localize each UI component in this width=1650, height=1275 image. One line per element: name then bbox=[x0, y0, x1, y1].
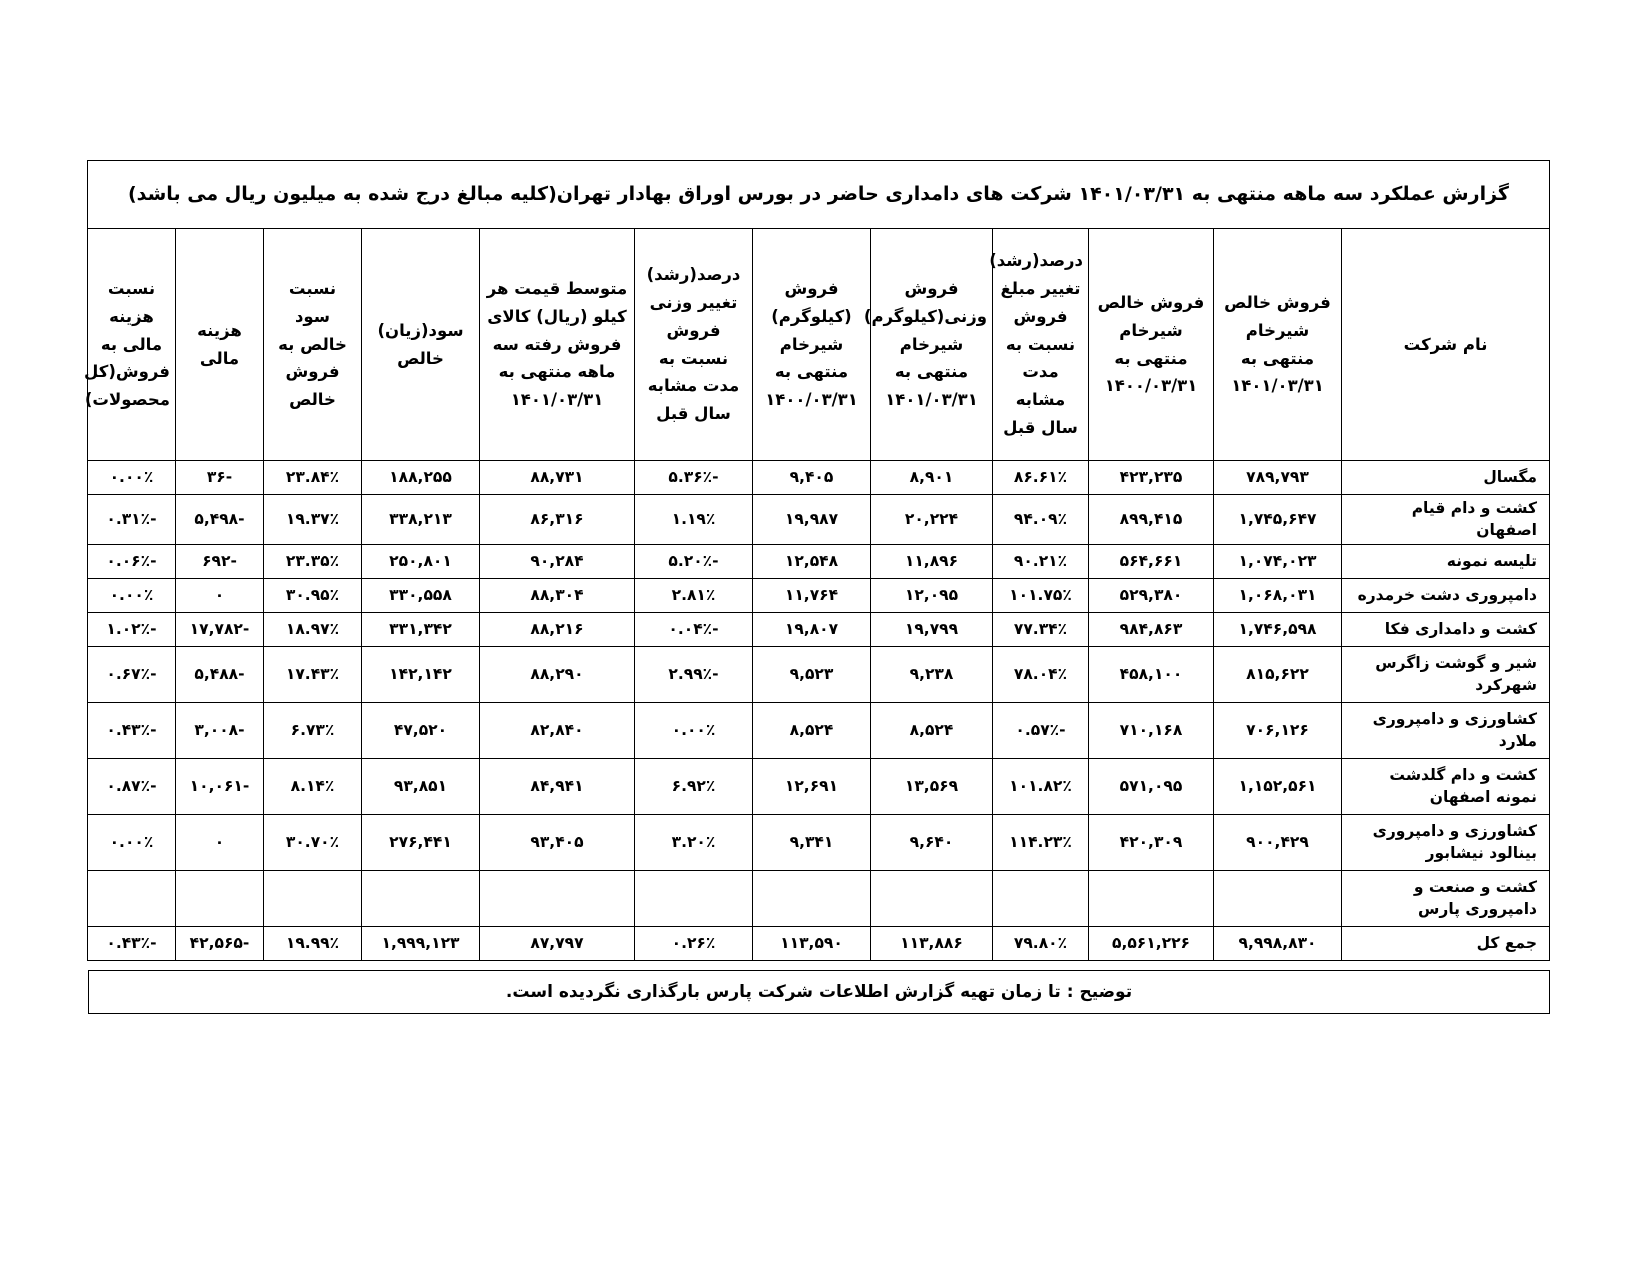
cell-avg-price-per-kg: ۹۳,۴۰۵ bbox=[480, 814, 635, 870]
cell-pct-weight-change: ۲.۸۱٪ bbox=[635, 578, 753, 612]
cell-net-profit-loss: ۱,۹۹۹,۱۲۳ bbox=[362, 926, 480, 960]
cell-weight-sales-1400 bbox=[753, 870, 871, 926]
cell-net-sales-1401: ۱,۷۴۶,۵۹۸ bbox=[1214, 612, 1342, 646]
cell-avg-price-per-kg: ۸۶,۳۱۶ bbox=[480, 495, 635, 545]
cell-pct-weight-change: ۶.۹۲٪ bbox=[635, 758, 753, 814]
cell-weight-sales-1400: ۸,۵۲۴ bbox=[753, 702, 871, 758]
table-header-row bbox=[87, 229, 1549, 461]
cell-company: شیر و گوشت زاگرس شهرکرد bbox=[1342, 646, 1550, 702]
cell-company: مگسال bbox=[1342, 461, 1550, 495]
cell-net-sales-1400: ۵,۵۶۱,۲۲۶ bbox=[1089, 926, 1214, 960]
cell-pct-weight-change: -۲.۹۹٪ bbox=[635, 646, 753, 702]
cell-avg-price-per-kg: ۸۸,۳۰۴ bbox=[480, 578, 635, 612]
cell-profit-to-sales: ۲۳.۳۵٪ bbox=[264, 544, 362, 578]
cell-profit-to-sales: ۸.۱۴٪ bbox=[264, 758, 362, 814]
column-header-weight-sales-1400: فروش (کیلوگرم) شیرخام منتهی به ۱۴۰۰/۰۳/۳۱ bbox=[753, 229, 871, 461]
cell-fincost-to-sales: ۰.۰۰٪ bbox=[87, 814, 175, 870]
table-row bbox=[87, 814, 1549, 870]
cell-net-sales-1400: ۵۲۹,۳۸۰ bbox=[1089, 578, 1214, 612]
cell-fincost-to-sales: ۰.۰۰٪ bbox=[87, 461, 175, 495]
cell-net-profit-loss: ۱۴۲,۱۴۲ bbox=[362, 646, 480, 702]
cell-profit-to-sales: ۳۰.۷۰٪ bbox=[264, 814, 362, 870]
table-row bbox=[87, 495, 1549, 545]
cell-weight-sales-1400: ۹,۵۲۳ bbox=[753, 646, 871, 702]
cell-pct-amount-change: ۷۹.۸۰٪ bbox=[993, 926, 1089, 960]
livestock-performance-table bbox=[84, 160, 1550, 961]
cell-weight-sales-1400: ۱۹,۹۸۷ bbox=[753, 495, 871, 545]
column-header-weight-sales-1401: فروش وزنی(کیلوگرم) شیرخام منتهی به ۱۴۰۱/۰۳/۳۱ bbox=[871, 229, 993, 461]
cell-company: تلیسه نمونه bbox=[1342, 544, 1550, 578]
cell-net-sales-1400: ۴۵۸,۱۰۰ bbox=[1089, 646, 1214, 702]
cell-weight-sales-1401: ۸,۹۰۱ bbox=[871, 461, 993, 495]
cell-profit-to-sales: ۱۹.۹۹٪ bbox=[264, 926, 362, 960]
cell-financial-cost: -۵,۴۸۸ bbox=[176, 646, 264, 702]
cell-weight-sales-1401: ۱۲,۰۹۵ bbox=[871, 578, 993, 612]
cell-net-profit-loss: ۹۳,۸۵۱ bbox=[362, 758, 480, 814]
cell-fincost-to-sales: -۰.۳۱٪ bbox=[87, 495, 175, 545]
cell-company: کشت و دام قیام اصفهان bbox=[1342, 495, 1550, 545]
cell-weight-sales-1401: ۹,۶۴۰ bbox=[871, 814, 993, 870]
cell-net-sales-1401: ۱,۰۷۴,۰۲۳ bbox=[1214, 544, 1342, 578]
table-row bbox=[87, 461, 1549, 495]
cell-weight-sales-1400: ۱۱,۷۶۴ bbox=[753, 578, 871, 612]
cell-net-sales-1401: ۱,۰۶۸,۰۳۱ bbox=[1214, 578, 1342, 612]
cell-net-sales-1401: ۱,۱۵۲,۵۶۱ bbox=[1214, 758, 1342, 814]
cell-fincost-to-sales: -۰.۴۳٪ bbox=[87, 926, 175, 960]
table-row bbox=[87, 578, 1549, 612]
cell-net-profit-loss: ۳۳۱,۳۴۲ bbox=[362, 612, 480, 646]
cell-avg-price-per-kg: ۸۲,۸۴۰ bbox=[480, 702, 635, 758]
cell-financial-cost: -۶۹۲ bbox=[176, 544, 264, 578]
cell-avg-price-per-kg: ۸۴,۹۴۱ bbox=[480, 758, 635, 814]
cell-weight-sales-1401: ۹,۲۳۸ bbox=[871, 646, 993, 702]
column-header-pct-weight-change: درصد(رشد) تغییر وزنی فروش نسبت به مدت مشابه سال قبل bbox=[635, 229, 753, 461]
cell-company: کشت و دامداری فکا bbox=[1342, 612, 1550, 646]
cell-profit-to-sales: ۲۳.۸۴٪ bbox=[264, 461, 362, 495]
cell-pct-weight-change: -۵.۲۰٪ bbox=[635, 544, 753, 578]
cell-company: کشت و دام گلدشت نمونه اصفهان bbox=[1342, 758, 1550, 814]
cell-net-sales-1400: ۴۲۳,۲۳۵ bbox=[1089, 461, 1214, 495]
cell-pct-weight-change: ۱.۱۹٪ bbox=[635, 495, 753, 545]
cell-profit-to-sales: ۱۹.۳۷٪ bbox=[264, 495, 362, 545]
column-header-avg-price-per-kg: متوسط قیمت هر کیلو (ریال) کالای فروش رفته سه ماهه منتهی به ۱۴۰۱/۰۳/۳۱ bbox=[480, 229, 635, 461]
table-row bbox=[87, 544, 1549, 578]
cell-company: کشت و صنعت و دامپروری پارس bbox=[1342, 870, 1550, 926]
cell-profit-to-sales: ۳۰.۹۵٪ bbox=[264, 578, 362, 612]
cell-pct-weight-change: ۰.۰۰٪ bbox=[635, 702, 753, 758]
cell-net-sales-1401 bbox=[1214, 870, 1342, 926]
cell-net-sales-1400: ۵۷۱,۰۹۵ bbox=[1089, 758, 1214, 814]
cell-weight-sales-1401: ۱۹,۷۹۹ bbox=[871, 612, 993, 646]
cell-pct-amount-change: ۹۴.۰۹٪ bbox=[993, 495, 1089, 545]
cell-weight-sales-1401: ۸,۵۲۴ bbox=[871, 702, 993, 758]
cell-weight-sales-1400: ۱۱۳,۵۹۰ bbox=[753, 926, 871, 960]
table-body bbox=[87, 461, 1549, 961]
cell-weight-sales-1401: ۲۰,۲۲۴ bbox=[871, 495, 993, 545]
cell-net-sales-1401: ۱,۷۴۵,۶۴۷ bbox=[1214, 495, 1342, 545]
column-header-net-sales-1400: فروش خالص شیرخام منتهی به ۱۴۰۰/۰۳/۳۱ bbox=[1089, 229, 1214, 461]
cell-profit-to-sales bbox=[264, 870, 362, 926]
cell-pct-amount-change: ۹۰.۲۱٪ bbox=[993, 544, 1089, 578]
cell-net-sales-1400: ۵۶۴,۶۶۱ bbox=[1089, 544, 1214, 578]
table-row bbox=[87, 926, 1549, 960]
cell-net-sales-1401: ۹,۹۹۸,۸۳۰ bbox=[1214, 926, 1342, 960]
cell-net-profit-loss: ۲۷۶,۴۴۱ bbox=[362, 814, 480, 870]
cell-pct-weight-change: -۵.۳۶٪ bbox=[635, 461, 753, 495]
cell-fincost-to-sales bbox=[87, 870, 175, 926]
cell-financial-cost bbox=[176, 870, 264, 926]
cell-profit-to-sales: ۶.۷۳٪ bbox=[264, 702, 362, 758]
cell-company: کشاورزی و دامپروری ملارد bbox=[1342, 702, 1550, 758]
cell-avg-price-per-kg bbox=[480, 870, 635, 926]
report-title: گزارش عملکرد سه ماهه منتهی به ۱۴۰۱/۰۳/۳۱ شرکت های دامداری حاضر در بورس اوراق بهادار تهران(کلیه مبالغ درج شده به میلیون ریال می باشد) bbox=[87, 161, 1549, 229]
column-header-net-sales-1401: فروش خالص شیرخام منتهی به ۱۴۰۱/۰۳/۳۱ bbox=[1214, 229, 1342, 461]
cell-pct-weight-change: ۳.۲۰٪ bbox=[635, 814, 753, 870]
table-row bbox=[87, 612, 1549, 646]
cell-avg-price-per-kg: ۸۸,۲۱۶ bbox=[480, 612, 635, 646]
cell-weight-sales-1401: ۱۱,۸۹۶ bbox=[871, 544, 993, 578]
table-row bbox=[87, 646, 1549, 702]
cell-financial-cost: -۳,۰۰۸ bbox=[176, 702, 264, 758]
column-header-pct-amount-change: درصد(رشد) تغییر مبلغ فروش نسبت به مدت مشابه سال قبل bbox=[993, 229, 1089, 461]
cell-financial-cost: -۱۷,۷۸۲ bbox=[176, 612, 264, 646]
cell-net-sales-1400: ۷۱۰,۱۶۸ bbox=[1089, 702, 1214, 758]
cell-net-sales-1400: ۸۹۹,۴۱۵ bbox=[1089, 495, 1214, 545]
cell-net-profit-loss: ۴۷,۵۲۰ bbox=[362, 702, 480, 758]
cell-fincost-to-sales: -۰.۶۷٪ bbox=[87, 646, 175, 702]
cell-weight-sales-1400: ۱۲,۶۹۱ bbox=[753, 758, 871, 814]
cell-net-profit-loss bbox=[362, 870, 480, 926]
cell-weight-sales-1400: ۹,۳۴۱ bbox=[753, 814, 871, 870]
cell-financial-cost: ۰ bbox=[176, 814, 264, 870]
column-header-profit-to-sales: نسبت سود خالص به فروش خالص bbox=[264, 229, 362, 461]
cell-pct-amount-change: ۸۶.۶۱٪ bbox=[993, 461, 1089, 495]
cell-net-sales-1401: ۹۰۰,۴۲۹ bbox=[1214, 814, 1342, 870]
cell-financial-cost: -۳۶ bbox=[176, 461, 264, 495]
cell-financial-cost: -۱۰,۰۶۱ bbox=[176, 758, 264, 814]
table-title-row bbox=[87, 161, 1549, 229]
column-header-company: نام شرکت bbox=[1342, 229, 1550, 461]
cell-pct-weight-change: -۰.۰۴٪ bbox=[635, 612, 753, 646]
column-header-fincost-to-sales: نسبت هزینه مالی به فروش(کل محصولات) bbox=[87, 229, 175, 461]
cell-net-sales-1400: ۹۸۴,۸۶۳ bbox=[1089, 612, 1214, 646]
cell-net-sales-1401: ۷۸۹,۷۹۳ bbox=[1214, 461, 1342, 495]
cell-net-sales-1400 bbox=[1089, 870, 1214, 926]
cell-weight-sales-1401: ۱۱۳,۸۸۶ bbox=[871, 926, 993, 960]
cell-financial-cost: -۴۲,۵۶۵ bbox=[176, 926, 264, 960]
cell-net-sales-1401: ۸۱۵,۶۲۲ bbox=[1214, 646, 1342, 702]
cell-profit-to-sales: ۱۸.۹۷٪ bbox=[264, 612, 362, 646]
cell-pct-amount-change: ۷۸.۰۴٪ bbox=[993, 646, 1089, 702]
table-row bbox=[87, 702, 1549, 758]
cell-pct-amount-change: ۱۰۱.۸۲٪ bbox=[993, 758, 1089, 814]
footnote-box bbox=[88, 970, 1550, 1014]
cell-pct-amount-change bbox=[993, 870, 1089, 926]
footnote-text: توضیح : تا زمان تهیه گزارش اطلاعات شرکت پارس بارگذاری نگردیده است. bbox=[505, 982, 1133, 1002]
cell-financial-cost: ۰ bbox=[176, 578, 264, 612]
cell-avg-price-per-kg: ۸۷,۷۹۷ bbox=[480, 926, 635, 960]
cell-avg-price-per-kg: ۸۸,۷۳۱ bbox=[480, 461, 635, 495]
cell-profit-to-sales: ۱۷.۴۳٪ bbox=[264, 646, 362, 702]
cell-avg-price-per-kg: ۹۰,۲۸۴ bbox=[480, 544, 635, 578]
report-sheet bbox=[84, 160, 1550, 961]
cell-net-profit-loss: ۳۳۸,۲۱۳ bbox=[362, 495, 480, 545]
cell-net-sales-1401: ۷۰۶,۱۲۶ bbox=[1214, 702, 1342, 758]
cell-financial-cost: -۵,۴۹۸ bbox=[176, 495, 264, 545]
cell-company: جمع کل bbox=[1342, 926, 1550, 960]
cell-weight-sales-1400: ۱۲,۵۴۸ bbox=[753, 544, 871, 578]
cell-pct-weight-change: ۰.۲۶٪ bbox=[635, 926, 753, 960]
cell-pct-amount-change: ۷۷.۳۴٪ bbox=[993, 612, 1089, 646]
cell-weight-sales-1400: ۱۹,۸۰۷ bbox=[753, 612, 871, 646]
cell-fincost-to-sales: ۰.۰۰٪ bbox=[87, 578, 175, 612]
table-row bbox=[87, 870, 1549, 926]
cell-company: کشاورزی و دامپروری بینالود نیشابور bbox=[1342, 814, 1550, 870]
column-header-net-profit-loss: سود(زیان) خالص bbox=[362, 229, 480, 461]
cell-fincost-to-sales: -۰.۸۷٪ bbox=[87, 758, 175, 814]
table-row bbox=[87, 758, 1549, 814]
cell-avg-price-per-kg: ۸۸,۲۹۰ bbox=[480, 646, 635, 702]
cell-company: دامپروری دشت خرمدره bbox=[1342, 578, 1550, 612]
cell-fincost-to-sales: -۰.۴۳٪ bbox=[87, 702, 175, 758]
column-header-financial-cost: هزینه مالی bbox=[176, 229, 264, 461]
cell-weight-sales-1400: ۹,۴۰۵ bbox=[753, 461, 871, 495]
cell-net-profit-loss: ۱۸۸,۲۵۵ bbox=[362, 461, 480, 495]
cell-net-profit-loss: ۲۵۰,۸۰۱ bbox=[362, 544, 480, 578]
cell-pct-amount-change: ۱۱۴.۲۳٪ bbox=[993, 814, 1089, 870]
cell-pct-amount-change: ۱۰۱.۷۵٪ bbox=[993, 578, 1089, 612]
cell-net-profit-loss: ۳۳۰,۵۵۸ bbox=[362, 578, 480, 612]
cell-fincost-to-sales: -۰.۰۶٪ bbox=[87, 544, 175, 578]
cell-weight-sales-1401 bbox=[871, 870, 993, 926]
cell-weight-sales-1401: ۱۳,۵۶۹ bbox=[871, 758, 993, 814]
cell-net-sales-1400: ۴۲۰,۳۰۹ bbox=[1089, 814, 1214, 870]
cell-pct-weight-change bbox=[635, 870, 753, 926]
cell-pct-amount-change: -۰.۵۷٪ bbox=[993, 702, 1089, 758]
cell-fincost-to-sales: -۱.۰۲٪ bbox=[87, 612, 175, 646]
